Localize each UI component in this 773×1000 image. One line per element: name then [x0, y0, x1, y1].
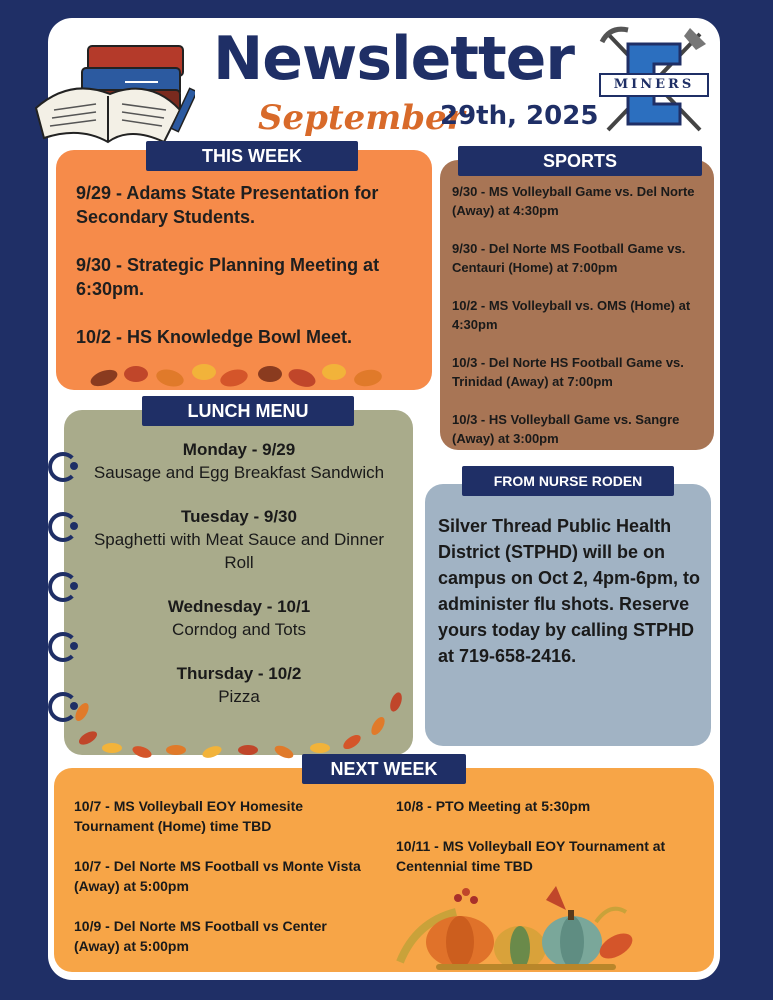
next-week-item: 10/9 - Del Norte MS Football vs Center (Away) at 5:00pm [74, 918, 327, 954]
lunch-food: Pizza [218, 687, 260, 706]
lunch-day: Thursday - 10/2 [176, 664, 302, 683]
next-week-item: 10/11 - MS Volleyball EOY Tournament at Centennial time TBD [396, 838, 666, 874]
logo-text: MINERS [613, 77, 695, 92]
miners-logo-icon [598, 26, 710, 134]
this-week-item: 9/29 - Adams State Presentation for Secondary Students. [76, 183, 379, 227]
next-week-item: 10/7 - Del Norte MS Football vs Monte Vista (Away) at 5:00pm [74, 858, 361, 894]
this-week-item: 10/2 - HS Knowledge Bowl Meet. [76, 327, 353, 347]
month-label: September [258, 98, 465, 138]
newsletter-title: Newsletter [213, 24, 574, 94]
sports-item: 10/2 - MS Volleyball vs. OMS (Home) at 4:30pm [452, 298, 691, 332]
next-week-heading: NEXT WEEK [302, 754, 466, 784]
lunch-day: Monday - 9/29 [182, 440, 296, 459]
lunch-food: Corndog and Tots [172, 620, 306, 639]
this-week-item: 9/30 - Strategic Planning Meeting at 6:30pm. [76, 255, 380, 299]
nurse-heading: FROM NURSE RODEN [462, 466, 674, 496]
nurse-text: Silver Thread Public Health District (STPHD) will be on campus on Oct 2, 4pm-6pm, to administer flu shots. Reserve yours today by calling STPHD at 719-658-2416. [438, 516, 701, 666]
books-icon [30, 38, 195, 153]
ring-hole-icon [70, 582, 78, 590]
date-label: 29th, 2025 [440, 101, 599, 131]
autumn-leaves-icon [66, 682, 412, 760]
lunch-food: Sausage and Egg Breakfast Sandwich [93, 463, 385, 482]
sports-list [452, 182, 710, 467]
ring-hole-icon [70, 522, 78, 530]
this-week-heading: THIS WEEK [146, 141, 358, 171]
next-week-item: 10/8 - PTO Meeting at 5:30pm [396, 798, 591, 814]
lunch-food: Spaghetti with Meat Sauce and Dinner Roll [93, 530, 385, 572]
sports-item: 10/3 - HS Volleyball Game vs. Sangre (Away) at 3:00pm [452, 412, 680, 446]
sports-item: 9/30 - Del Norte MS Football Game vs. Centauri (Home) at 7:00pm [452, 241, 686, 275]
next-week-item: 10/7 - MS Volleyball EOY Homesite Tournament (Home) time TBD [74, 798, 304, 834]
pumpkin-icon [396, 882, 646, 974]
lunch-menu-heading: LUNCH MENU [142, 396, 354, 426]
this-week-list [76, 181, 416, 373]
lunch-day: Tuesday - 9/30 [181, 507, 297, 526]
sports-item: 10/3 - Del Norte HS Football Game vs. Trinidad (Away) at 7:00pm [452, 355, 684, 389]
autumn-leaves-icon [84, 356, 394, 392]
sports-heading: SPORTS [458, 146, 702, 176]
lunch-day: Wednesday - 10/1 [167, 597, 311, 616]
sports-item: 9/30 - MS Volleyball Game vs. Del Norte (Away) at 4:30pm [452, 184, 695, 218]
ring-hole-icon [70, 642, 78, 650]
ring-hole-icon [70, 462, 78, 470]
